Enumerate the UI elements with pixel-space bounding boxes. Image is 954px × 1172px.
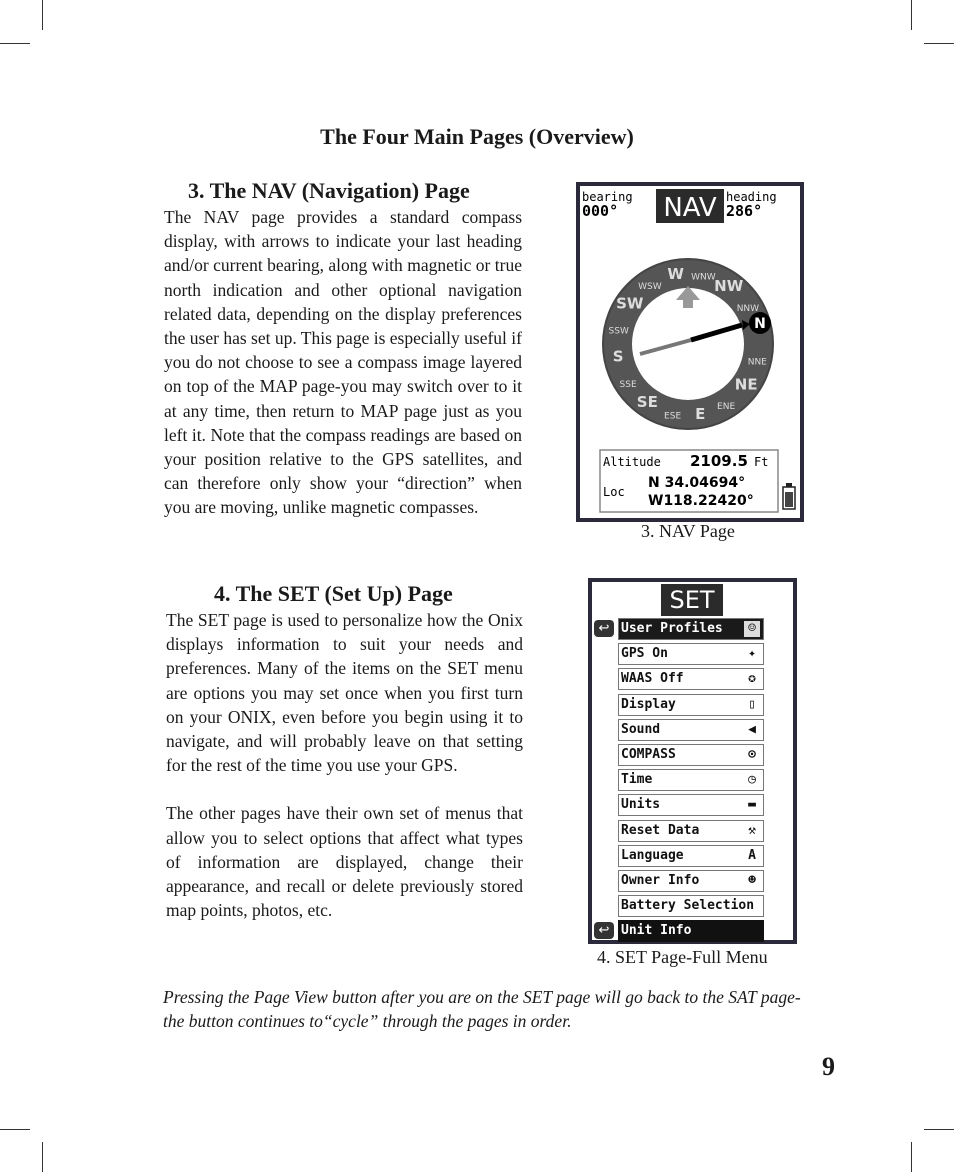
nav-title: NAV bbox=[663, 193, 717, 223]
set-menu-item-label: COMPASS bbox=[621, 747, 676, 762]
set-menu-item-label: Display bbox=[621, 696, 676, 712]
clock-icon: ◷ bbox=[748, 772, 756, 788]
set-menu-item[interactable] bbox=[618, 668, 764, 690]
speaker-icon: ◀ bbox=[748, 721, 756, 737]
set-menu-item[interactable] bbox=[618, 820, 764, 842]
nav-heading-value: 286° bbox=[726, 202, 763, 220]
compass-label: SW bbox=[616, 294, 644, 313]
crop-mark bbox=[42, 0, 43, 30]
compass-label: SSW bbox=[608, 326, 629, 337]
set-menu-item-label: Time bbox=[621, 772, 653, 788]
globe-icon: ✪ bbox=[748, 671, 756, 687]
set-menu-item[interactable] bbox=[618, 694, 764, 716]
nav-bearing-label: bearing bbox=[582, 190, 633, 204]
set-menu-item[interactable] bbox=[618, 719, 764, 741]
compass-icon: ⊙ bbox=[748, 747, 756, 762]
set-caption: 4. SET Page-Full Menu bbox=[597, 947, 768, 967]
crop-mark bbox=[0, 1129, 30, 1130]
back-arrow-icon[interactable]: ↩ bbox=[594, 620, 614, 637]
set-menu-item[interactable] bbox=[618, 920, 764, 942]
crop-mark bbox=[0, 43, 30, 44]
set-menu-item[interactable] bbox=[618, 744, 764, 766]
compass-label: NNW bbox=[736, 303, 760, 314]
back-arrow-icon[interactable]: ↩ bbox=[594, 922, 614, 939]
set-menu-item-label: Unit Info bbox=[621, 923, 692, 939]
page-number: 9 bbox=[822, 1052, 835, 1081]
set-menu-item-label: Owner Info bbox=[621, 873, 700, 888]
set-menu-item[interactable] bbox=[618, 895, 764, 917]
compass-label: E bbox=[695, 404, 706, 423]
tools-icon: ⚒ bbox=[748, 822, 756, 838]
set-body-text-1: The SET page is used to personalize how the Onix displays information to suit your needs and preferences. Many of the items on the SET menu are options you may set once when you first turn on your ONIX, even before you begin using it to navigate, and will probably leave on that setting for the rest of the time you use your GPS. bbox=[166, 610, 523, 776]
compass-label: ENE bbox=[717, 401, 736, 412]
altitude-unit: Ft bbox=[754, 455, 769, 469]
nav-body bbox=[164, 205, 522, 520]
svg-text:N: N bbox=[754, 316, 766, 332]
set-menu-item[interactable] bbox=[618, 618, 764, 640]
crop-mark bbox=[42, 1142, 43, 1172]
set-menu-item-label: GPS On bbox=[621, 646, 668, 662]
compass-label: W bbox=[667, 265, 684, 284]
set-title: SET bbox=[661, 584, 723, 616]
crop-mark bbox=[924, 43, 954, 44]
nav-body-text: The NAV page provides a standard compass display, with arrows to indicate your last heading and/or current bearing, along with magnetic or true north indication and other optional navigation related data, depending on the display preferences the user has set up. This page is especially useful if you do not choose to see a compass image layered on top of the MAP page-you may switch over to it at any time, then return to MAP page just as you left it. Note that the compass readings are based on your position relative to the GPS satellites, and can therefore only show your “direction” when you are moving, unlike magnetic compasses. bbox=[164, 207, 522, 518]
page-title: The Four Main Pages (Overview) bbox=[320, 124, 634, 149]
display-icon: ▯ bbox=[748, 696, 756, 712]
set-menu-item-label: Sound bbox=[621, 721, 661, 737]
compass-label: WSW bbox=[638, 282, 662, 293]
compass-label: NW bbox=[714, 276, 744, 295]
compass-label: SE bbox=[636, 393, 658, 412]
set-menu-item-label: Units bbox=[621, 797, 661, 813]
set-menu-item-label: WAAS Off bbox=[621, 671, 684, 687]
set-menu-item-label: Language bbox=[621, 847, 684, 863]
nav-caption: 3. NAV Page bbox=[641, 521, 735, 541]
set-heading: 4. The SET (Set Up) Page bbox=[214, 581, 453, 606]
compass-label: NE bbox=[734, 375, 758, 394]
compass-label: SSE bbox=[619, 380, 637, 391]
crop-mark bbox=[911, 1142, 912, 1172]
set-body bbox=[166, 608, 523, 922]
compass-label: S bbox=[612, 347, 624, 366]
set-menu-item[interactable] bbox=[618, 794, 764, 816]
letter-a-icon: A bbox=[748, 847, 756, 863]
set-body-text-2: The other pages have their own set of menus that allow you to select options that affect what types of information are displayed, change their appearance, and recall or delete previously stored map points, photos, etc. bbox=[166, 803, 523, 921]
set-menu-item-label: Reset Data bbox=[621, 822, 700, 838]
crop-mark bbox=[924, 1129, 954, 1130]
loc-label: Loc bbox=[603, 485, 625, 499]
set-menu-item[interactable] bbox=[618, 870, 764, 892]
nav-heading-label: heading bbox=[726, 190, 777, 204]
altitude-value: 2109.5 bbox=[690, 452, 748, 470]
set-menu-item[interactable] bbox=[618, 845, 764, 867]
set-menu-item-label: Battery Selection bbox=[621, 898, 755, 914]
ruler-icon: ▬ bbox=[748, 797, 756, 813]
satellite-icon: ✦ bbox=[748, 646, 756, 662]
crop-mark bbox=[911, 0, 912, 30]
set-menu-item-label: User Profiles bbox=[621, 621, 723, 636]
person-icon: ☺ bbox=[744, 621, 760, 637]
compass-label: WNW bbox=[691, 272, 716, 283]
loc-lat: N 34.04694° bbox=[648, 475, 746, 491]
set-screen bbox=[588, 578, 797, 944]
footer-note: Pressing the Page View button after you are on the SET page will go back to the SAT page-the button continues to“cycle” through the pages in order. bbox=[163, 987, 801, 1031]
set-menu-item[interactable] bbox=[618, 643, 764, 665]
set-menu-item[interactable] bbox=[618, 769, 764, 791]
altitude-label: Altitude bbox=[603, 455, 661, 469]
loc-lon: W118.22420° bbox=[648, 493, 754, 509]
nav-heading: 3. The NAV (Navigation) Page bbox=[188, 178, 470, 203]
nav-screen bbox=[576, 182, 804, 522]
compass-label: ESE bbox=[664, 411, 682, 422]
nav-bearing-value: 000° bbox=[582, 202, 619, 220]
compass-label: NNE bbox=[747, 357, 767, 368]
owner-icon: ☻ bbox=[748, 873, 756, 888]
